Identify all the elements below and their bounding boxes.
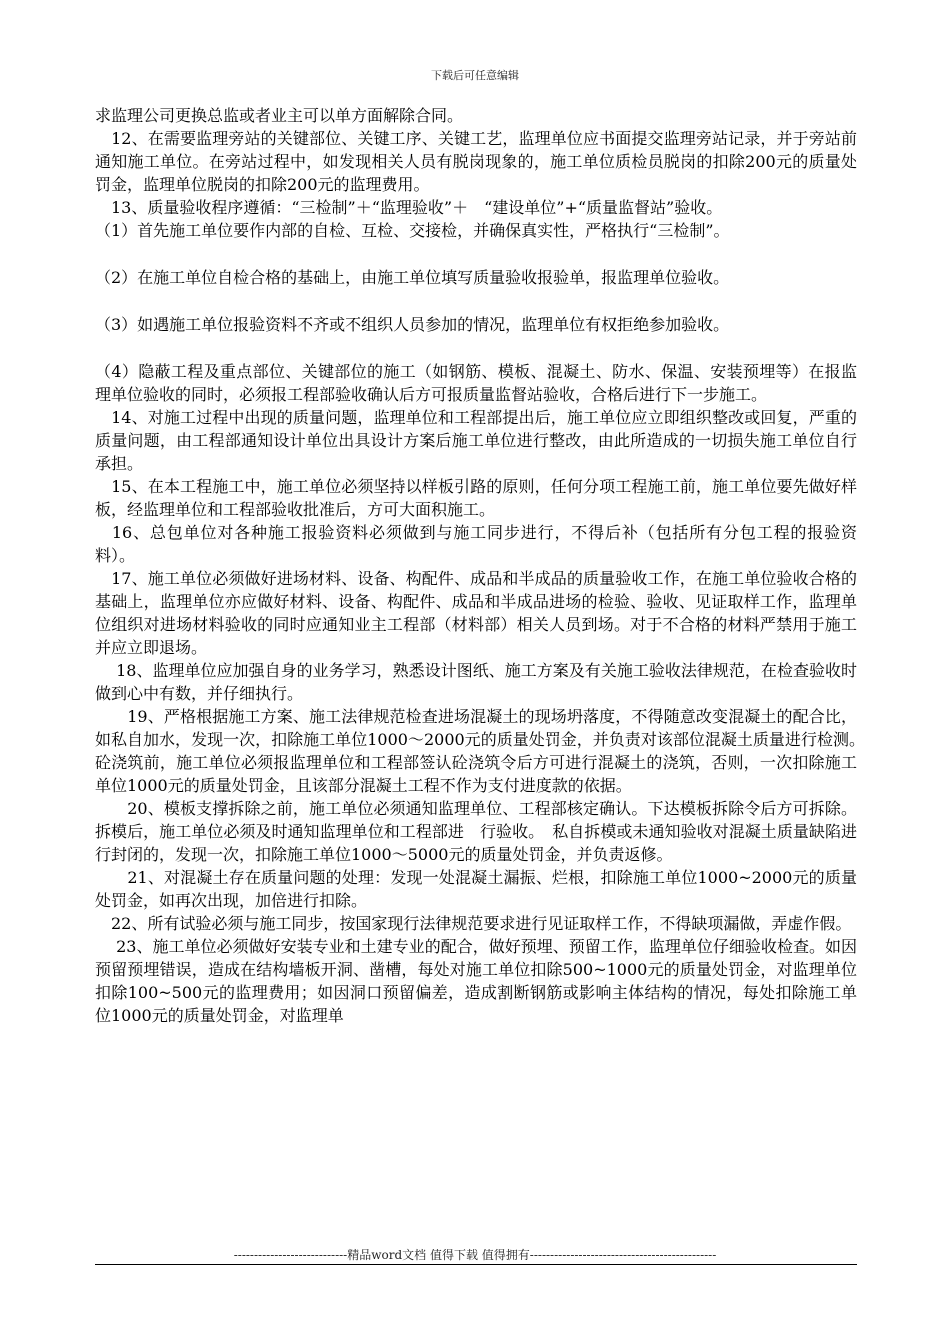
paragraph-gap bbox=[95, 336, 857, 360]
paragraph-item-13: 13、质量验收程序遵循：“三检制”＋“监理验收”＋ “建设单位”+“质量监督站”验收。 bbox=[95, 198, 723, 217]
paragraph-item-15: 15、在本工程施工中，施工单位必须坚持以样板引路的原则，任何分项工程施工前，施工单位要先做好样板，经监理单位和工程部验收批准后，方可大面积施工。 bbox=[95, 477, 857, 519]
paragraph-item-14: 14、对施工过程中出现的质量问题，监理单位和工程部提出后，施工单位应立即组织整改或回复，严重的质量问题，由工程部通知设计单位出具设计方案后施工单位进行整改，由此所造成的一切损失施工单位自行承担。 bbox=[95, 408, 857, 473]
paragraph-item-21: 21、对混凝土存在质量问题的处理：发现一处混凝土漏振、烂根，扣除施工单位1000~2000元的质量处罚金，如再次出现，加倍进行扣除。 bbox=[95, 868, 857, 910]
footer-divider bbox=[95, 1264, 857, 1265]
paragraph-item-18: 18、监理单位应加强自身的业务学习，熟悉设计图纸、施工方案及有关施工验收法律规范，在检查验收时做到心中有数，并仔细执行。 bbox=[95, 661, 857, 703]
paragraph-item-16: 16、总包单位对各种施工报验资料必须做到与施工同步进行，不得后补（包括所有分包工程的报验资料）。 bbox=[95, 523, 857, 565]
document-body bbox=[95, 104, 874, 1027]
paragraph-item-22: 22、所有试验必须与施工同步，按国家现行法律规范要求进行见证取样工作，不得缺项漏做，弄虚作假。 bbox=[95, 914, 852, 933]
paragraph-item-23: 23、施工单位必须做好安装专业和土建专业的配合，做好预埋、预留工作，监理单位仔细验收检查。如因预留预埋错误，造成在结构墙板开洞、凿槽，每处对施工单位扣除500~1000元的质量处罚金，对监理单位扣除100~500元的监理费用；如因洞口预留偏差，造成割断钢筋或影响主体结构的情况，每处扣除施工单位1000元的质量处罚金，对监理单 bbox=[95, 937, 857, 1025]
paragraph-item-17: 17、施工单位必须做好进场材料、设备、构配件、成品和半成品的质量验收工作，在施工单位验收合格的基础上，监理单位亦应做好材料、设备、构配件、成品和半成品进场的检验、验收、见证取样工作，监理单位组织对进场材料验收的同时应通知业主工程部（材料部）相关人员到场。对于不合格的材料严禁用于施工并应立即退场。 bbox=[95, 569, 857, 657]
page-header: 下载后可任意编辑 bbox=[431, 69, 519, 82]
paragraph-subitem-1: （1）首先施工单位要作内部的自检、互检、交接检，并确保真实性，严格执行“三检制”。 bbox=[95, 221, 730, 240]
paragraph-gap bbox=[95, 242, 857, 266]
paragraph-continuation: 求监理公司更换总监或者业主可以单方面解除合同。 bbox=[95, 106, 464, 125]
paragraph-gap bbox=[95, 289, 857, 313]
paragraph-item-19: 19、严格根据施工方案、施工法律规范检查进场混凝土的现场坍落度，不得随意改变混凝土的配合比，如私自加水，发现一次，扣除施工单位1000～2000元的质量处罚金，并负责对该部位混凝土质量进行检测。 砼浇筑前，施工单位必须报监理单位和工程部签认砼浇筑令后方可进行混凝土的浇筑，否则，一次扣除施工单位1000元的质量处罚金，且该部分混凝土工程不作为支付进度款的依据。 bbox=[95, 707, 874, 795]
paragraph-subitem-2: （2）在施工单位自检合格的基础上，由施工单位填写质量验收报验单，报监理单位验收。 bbox=[95, 268, 730, 287]
page-footer: ----------------------------精品word文档 值得下载 值得拥有---------------------------------------------- bbox=[233, 1248, 717, 1262]
paragraph-subitem-4: （4）隐蔽工程及重点部位、关键部位的施工（如钢筋、模板、混凝土、防水、保温、安装预埋等）在报监理单位验收的同时，必须报工程部验收确认后方可报质量监督站验收，合格后进行下一步施工。 bbox=[95, 362, 857, 404]
paragraph-subitem-3: （3）如遇施工单位报验资料不齐或不组织人员参加的情况，监理单位有权拒绝参加验收。 bbox=[95, 315, 730, 334]
paragraph-item-20: 20、模板支撑拆除之前，施工单位必须通知监理单位、工程部核定确认。下达模板拆除令后方可拆除。拆模后，施工单位必须及时通知监理单位和工程部进 行验收。 私自拆模或未通知验收对混凝土质量缺陷进行封闭的，发现一次，扣除施工单位1000～5000元的质量处罚金，并负责返修。 bbox=[95, 799, 857, 864]
paragraph-item-12: 12、在需要监理旁站的关键部位、关键工序、关键工艺，监理单位应书面提交监理旁站记录，并于旁站前通知施工单位。在旁站过程中，如发现相关人员有脱岗现象的，施工单位质检员脱岗的扣除200元的质量处罚金，监理单位脱岗的扣除200元的监理费用。 bbox=[95, 129, 857, 194]
